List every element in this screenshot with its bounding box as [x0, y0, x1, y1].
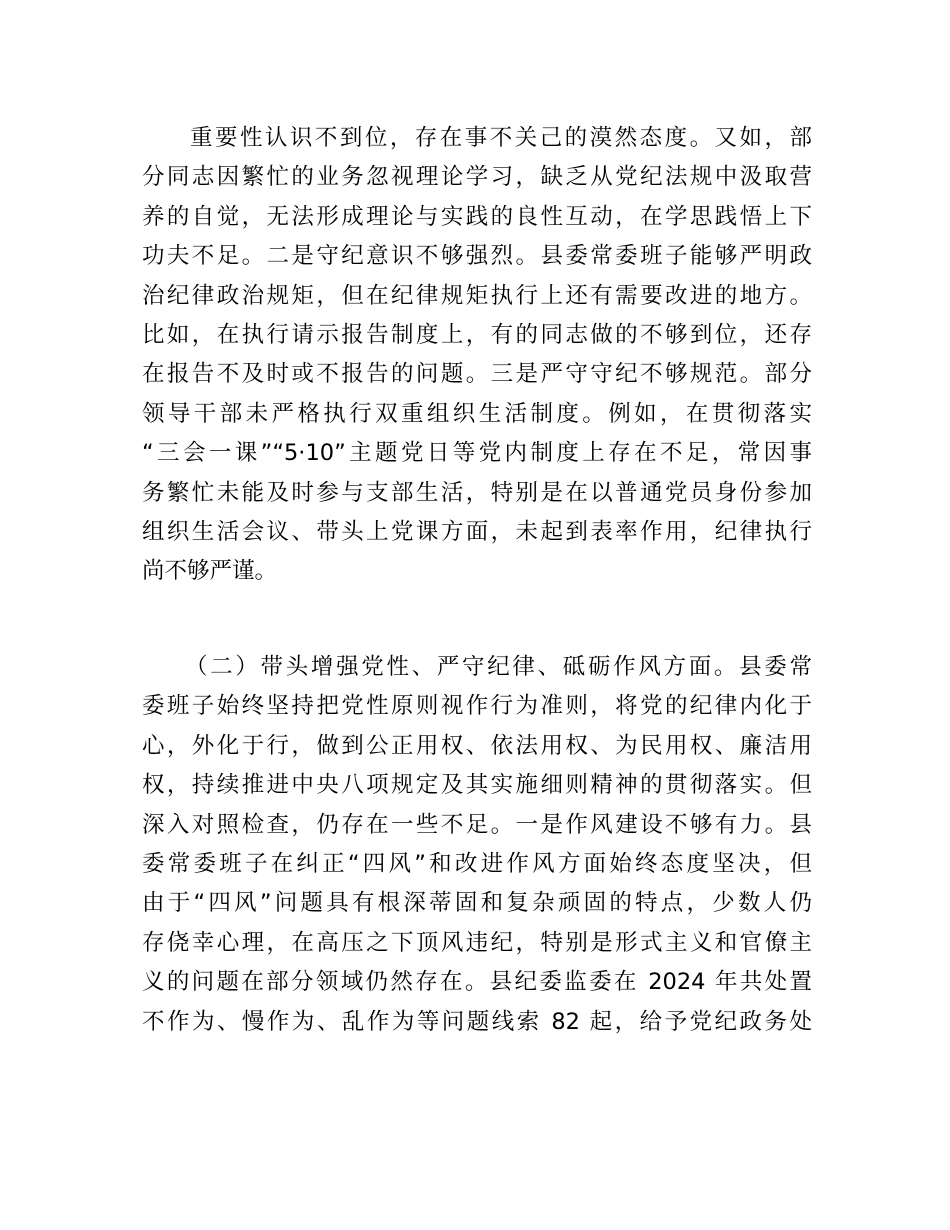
- paragraph-line: （二）带头增强党性、严守纪律、砥砺作风方面。县委常: [185, 654, 812, 680]
- paragraph-line: 分同志因繁忙的业务忽视理论学习，缺乏从党纪法规中汲取营: [142, 164, 812, 191]
- paragraph-line: 养的自觉，无法形成理论与实践的良性互动，在学思践悟上下: [142, 203, 812, 230]
- paragraph-line: 在报告不及时或不报告的问题。三是严守守纪不够规范。部分: [142, 361, 812, 388]
- paragraph-line: 深入对照检查，仍存在一些不足。一是作风建设不够有力。县: [142, 811, 812, 838]
- paragraph-line: 功夫不足。二是守纪意识不够强烈。县委常委班子能够严明政: [142, 243, 812, 270]
- paragraph-line: 心，外化于行，做到公正用权、依法用权、为民用权、廉洁用: [142, 732, 812, 759]
- paragraph-line: 比如，在执行请示报告制度上，有的同志做的不够到位，还存: [142, 321, 812, 348]
- paragraph-line: 尚不够严谨。: [142, 558, 278, 585]
- paragraph-2: [142, 648, 812, 1042]
- paragraph-line: 重要性认识不到位，存在事不关己的漠然态度。又如，部: [190, 125, 812, 151]
- paragraph-line: 委常委班子在纠正“四风”和改进作风方面始终态度坚决，但: [142, 850, 812, 877]
- paragraph-line: 不作为、慢作为、乱作为等问题线索 82 起，给予党纪政务处: [142, 1008, 812, 1035]
- paragraph-line: 存侥幸心理，在高压之下顶风违纪，特别是形式主义和官僚主: [142, 929, 812, 956]
- paragraph-line: 由于“四风”问题具有根深蒂固和复杂顽固的特点，少数人仍: [142, 890, 812, 917]
- paragraph-1: [142, 119, 812, 592]
- paragraph-line: 权，持续推进中央八项规定及其实施细则精神的贯彻落实。但: [142, 772, 812, 799]
- paragraph-line: “三会一课”“5·10”主题党日等党内制度上存在不足，常因事: [142, 440, 812, 467]
- paragraph-line: 义的问题在部分领域仍然存在。县纪委监委在 2024 年共处置: [142, 969, 812, 996]
- paragraph-line: 组织生活会议、带头上党课方面，未起到表率作用，纪律执行: [142, 518, 812, 545]
- paragraph-line: 治纪律政治规矩，但在纪律规矩执行上还有需要改进的地方。: [142, 282, 812, 309]
- paragraph-line: 委班子始终坚持把党性原则视作行为准则，将党的纪律内化于: [142, 693, 812, 720]
- paragraph-line: 务繁忙未能及时参与支部生活，特别是在以普通党员身份参加: [142, 479, 812, 506]
- paragraph-line: 领导干部未严格执行双重组织生活制度。例如，在贯彻落实: [142, 400, 812, 427]
